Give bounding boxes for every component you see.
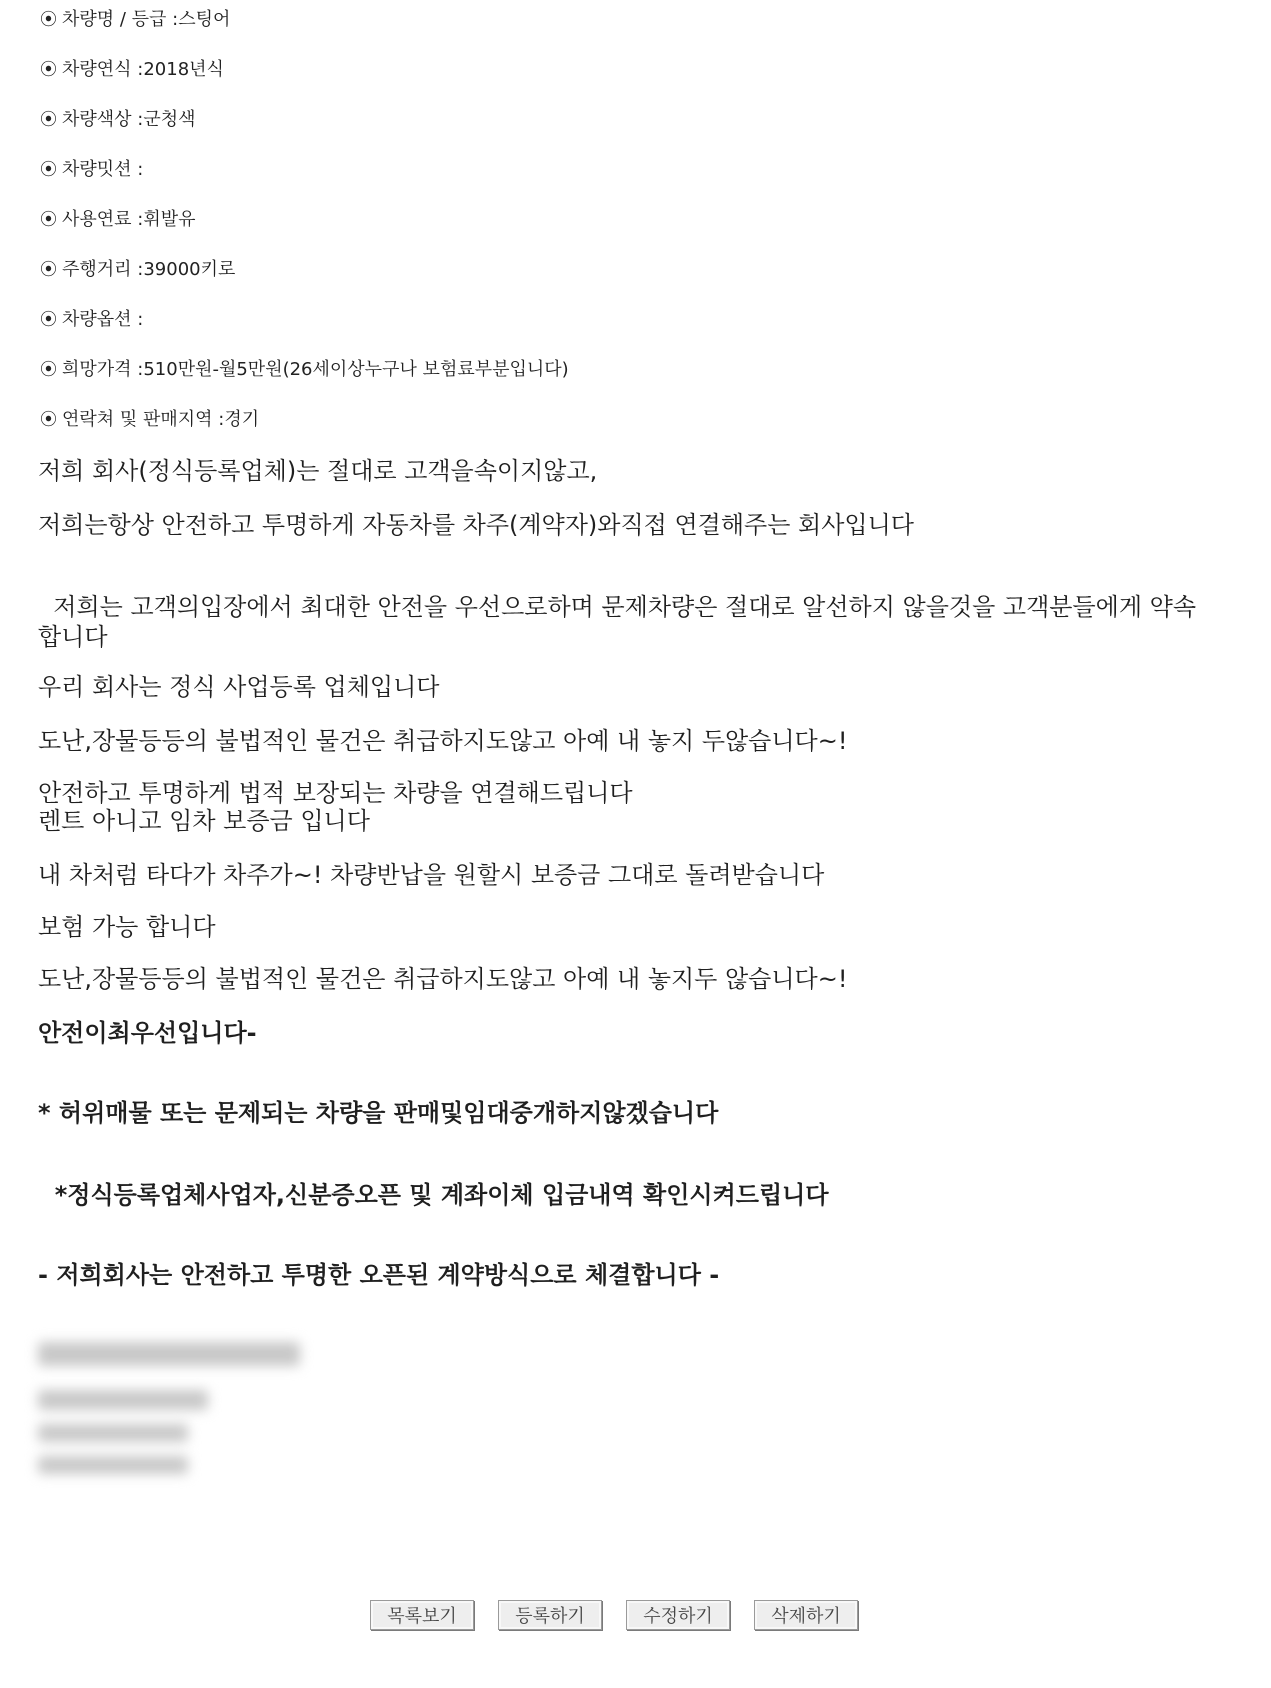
- spec-item-mileage: [40, 258, 235, 282]
- spec-item-fuel: [40, 208, 196, 232]
- bold-notice: *정식등록업체사업자,신분증오픈 및 계좌이체 입금내역 확인시켜드립니다: [38, 1181, 829, 1209]
- action-button-bar: [370, 1600, 858, 1630]
- spec-text: 차량밋션 :: [62, 159, 144, 180]
- body-paragraph: 렌트 아니고 임차 보증금 입니다: [38, 807, 370, 835]
- spec-text: 차량색상 :군청색: [62, 109, 196, 130]
- body-paragraph: 도난,장물등등의 불법적인 물건은 취급하지도않고 아예 내 놓지두 않습니다~!: [38, 965, 848, 993]
- redacted-line: [38, 1342, 300, 1366]
- bold-notice: - 저희회사는 안전하고 투명한 오픈된 계약방식으로 체결합니다 -: [38, 1261, 720, 1289]
- body-paragraph: 도난,장물등등의 불법적인 물건은 취급하지도않고 아예 내 놓지 두않습니다~!: [38, 727, 848, 755]
- register-button[interactable]: 등록하기: [498, 1600, 602, 1630]
- body-paragraph: 우리 회사는 정식 사업등록 업체입니다: [38, 673, 440, 701]
- spec-text: 차량옵션 :: [62, 309, 144, 330]
- spec-text: 사용연료 :휘발유: [62, 209, 196, 230]
- spec-text: 연락쳐 및 판매지역 :경기: [62, 409, 260, 430]
- radio-bullet-icon: ⦿: [40, 60, 57, 80]
- radio-bullet-icon: ⦿: [40, 360, 57, 380]
- spec-text: 차량연식 :2018년식: [62, 59, 224, 80]
- redacted-contact-info: [38, 1342, 338, 1488]
- edit-button[interactable]: 수정하기: [626, 1600, 730, 1630]
- radio-bullet-icon: ⦿: [40, 310, 57, 330]
- spec-item-contact-region: [40, 408, 259, 432]
- radio-bullet-icon: ⦿: [40, 260, 57, 280]
- bold-notice: * 허위매물 또는 문제되는 차량을 판매및임대중개하지않겠습니다: [38, 1099, 719, 1127]
- spec-item-options: [40, 308, 143, 332]
- radio-bullet-icon: ⦿: [40, 160, 57, 180]
- radio-bullet-icon: ⦿: [40, 210, 57, 230]
- body-paragraph: 저희는항상 안전하고 투명하게 자동차를 차주(계약자)와직접 연결해주는 회사입니다: [38, 511, 914, 539]
- spec-item-year: [40, 58, 224, 82]
- spec-item-price: [40, 358, 569, 382]
- radio-bullet-icon: ⦿: [40, 410, 57, 430]
- redacted-line: [38, 1390, 208, 1410]
- list-button[interactable]: 목록보기: [370, 1600, 474, 1630]
- body-paragraph: 보험 가능 합니다: [38, 913, 216, 941]
- spec-text: 희망가격 :510만원-월5만원(26세이상누구나 보험료부분입니다): [62, 359, 569, 380]
- spec-item-color: [40, 108, 196, 132]
- delete-button[interactable]: 삭제하기: [754, 1600, 858, 1630]
- body-paragraph: 안전하고 투명하게 법적 보장되는 차량을 연결해드립니다: [38, 779, 633, 807]
- spec-item-transmission: [40, 158, 143, 182]
- body-paragraph: 저희 회사(정식등록업체)는 절대로 고객을속이지않고,: [38, 457, 598, 485]
- bold-notice: 안전이최우선입니다-: [38, 1019, 257, 1047]
- redacted-line: [38, 1424, 188, 1442]
- redacted-line: [38, 1456, 188, 1474]
- body-paragraph: 내 차처럼 타다가 차주가~! 차량반납을 원할시 보증금 그대로 돌려받습니다: [38, 861, 825, 889]
- spec-item-model: [40, 8, 230, 32]
- radio-bullet-icon: ⦿: [40, 110, 57, 130]
- radio-bullet-icon: ⦿: [40, 10, 57, 30]
- spec-text: 주행거리 :39000키로: [62, 259, 236, 280]
- spec-text: 차량명 / 등급 :스팅어: [62, 9, 231, 30]
- body-paragraph: 저희는 고객의입장에서 최대한 안전을 우선으로하며 문제차량은 절대로 알선하지 않을것을 고객분들에게 약속합니다: [38, 593, 1197, 651]
